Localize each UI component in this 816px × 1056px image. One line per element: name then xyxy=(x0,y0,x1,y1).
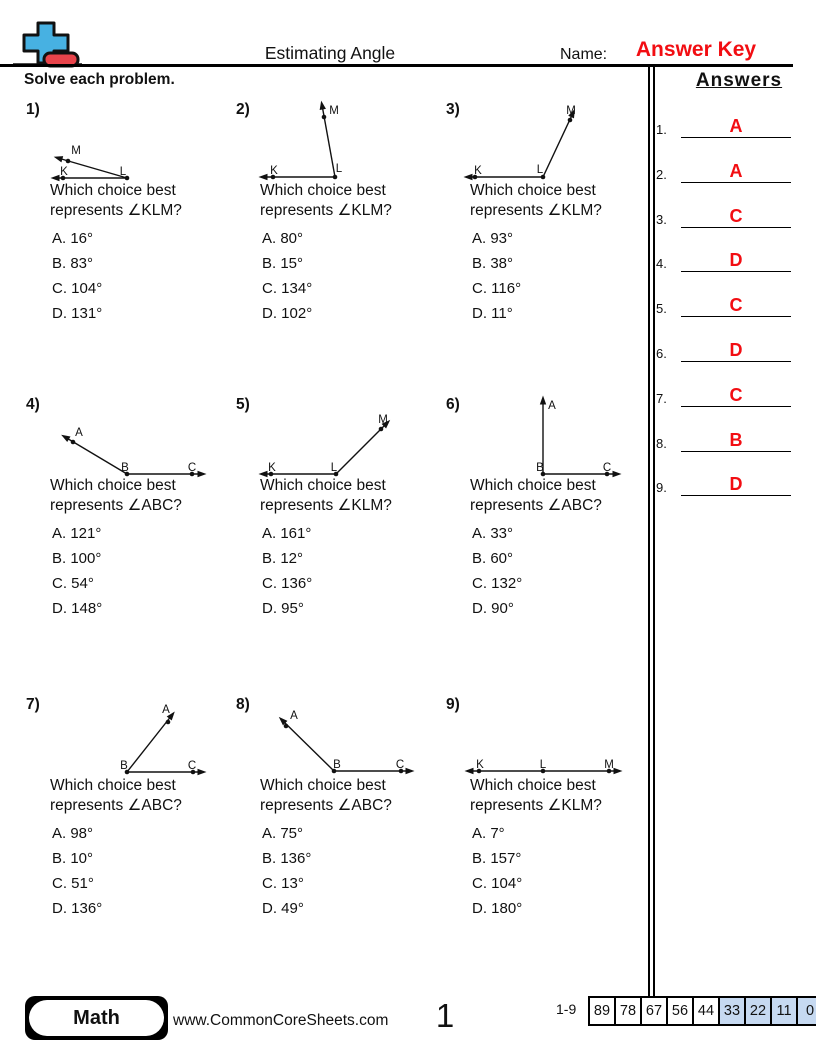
question-text xyxy=(470,776,602,816)
svg-text:B: B xyxy=(120,760,128,772)
svg-text:K: K xyxy=(474,165,482,177)
svg-text:L: L xyxy=(536,164,544,176)
choice-b: B. 12° xyxy=(262,550,304,567)
svg-text:C: C xyxy=(187,760,197,772)
answer-letter: D xyxy=(729,250,743,270)
choice-d: D. 148° xyxy=(52,600,103,617)
choice-c: C. 13° xyxy=(262,875,304,892)
answer-number: 3. xyxy=(656,212,667,227)
choice-a: A. 93° xyxy=(472,230,514,247)
question-line-1: Which choice best xyxy=(470,182,596,199)
answer-letter: C xyxy=(729,206,743,226)
choice-c: C. 104° xyxy=(52,280,103,297)
subject-label: Math xyxy=(29,1000,164,1036)
choice-a: A. 7° xyxy=(472,825,505,842)
choice-b: B. 157° xyxy=(472,850,522,867)
choice-c: C. 51° xyxy=(52,875,94,892)
answer-number: 9. xyxy=(656,480,667,495)
question-line-2: represents ∠ABC? xyxy=(260,797,392,814)
header-divider xyxy=(0,64,793,67)
answer-blank-line xyxy=(681,243,791,272)
choice-d: D. 49° xyxy=(262,900,304,917)
question-line-2: represents ∠KLM? xyxy=(470,797,602,814)
choice-d: D. 95° xyxy=(262,600,304,617)
choice-list xyxy=(52,521,102,621)
question-line-1: Which choice best xyxy=(470,777,596,794)
score-cell: 78 xyxy=(614,996,642,1026)
grading-scale-table xyxy=(588,996,816,1026)
question-line-2: represents ∠ABC? xyxy=(50,797,182,814)
question-line-1: Which choice best xyxy=(260,477,386,494)
answer-number: 8. xyxy=(656,436,667,451)
answer-blank-line xyxy=(681,378,791,407)
choice-c: C. 134° xyxy=(262,280,313,297)
choice-b: B. 60° xyxy=(472,550,514,567)
choice-c: C. 116° xyxy=(472,280,522,297)
question-line-1: Which choice best xyxy=(50,477,176,494)
answer-letter: A xyxy=(729,161,743,181)
choice-a: A. 75° xyxy=(262,825,304,842)
problem-number: 4) xyxy=(26,396,40,413)
problem-8 xyxy=(230,690,440,985)
problem-number: 1) xyxy=(26,101,40,118)
question-line-1: Which choice best xyxy=(50,777,176,794)
choice-list xyxy=(472,226,521,326)
score-cell: 56 xyxy=(666,996,694,1026)
svg-text:M: M xyxy=(71,145,81,157)
question-line-2: represents ∠ABC? xyxy=(470,497,602,514)
svg-text:L: L xyxy=(335,163,343,175)
svg-text:L: L xyxy=(539,759,547,771)
answer-blank-line xyxy=(681,423,791,452)
question-line-2: represents ∠KLM? xyxy=(470,202,602,219)
question-line-2: represents ∠KLM? xyxy=(260,202,392,219)
website-url: www.CommonCoreSheets.com xyxy=(173,1012,389,1029)
page-title: Estimating Angle xyxy=(264,43,396,63)
choice-b: B. 136° xyxy=(262,850,312,867)
choice-b: B. 100° xyxy=(52,550,102,567)
svg-text:K: K xyxy=(476,759,484,771)
score-range-label: 1-9 xyxy=(556,1001,577,1017)
score-cell-highlighted: 11 xyxy=(770,996,798,1026)
choice-list xyxy=(262,821,311,921)
choice-d: D. 136° xyxy=(52,900,103,917)
answer-letter: D xyxy=(729,340,743,360)
question-text xyxy=(50,181,182,221)
answer-row-3 xyxy=(656,200,791,228)
svg-text:B: B xyxy=(121,462,129,474)
problem-6 xyxy=(440,390,650,685)
choice-c: C. 132° xyxy=(472,575,523,592)
answer-number: 5. xyxy=(656,301,667,316)
answer-blank-line xyxy=(681,199,791,228)
svg-text:K: K xyxy=(270,165,278,177)
choice-d: D. 131° xyxy=(52,305,103,322)
choice-b: B. 38° xyxy=(472,255,514,272)
question-line-2: represents ∠KLM? xyxy=(260,497,392,514)
answer-row-5 xyxy=(656,289,791,317)
answer-row-2 xyxy=(656,155,791,183)
answer-letter: C xyxy=(729,295,743,315)
answer-row-7 xyxy=(656,379,791,407)
svg-text:A: A xyxy=(548,400,556,412)
angle-diagram xyxy=(20,690,220,782)
score-cell-highlighted: 0 xyxy=(796,996,816,1026)
answer-letter: A xyxy=(729,116,743,136)
problem-number: 5) xyxy=(236,396,250,413)
problem-number: 6) xyxy=(446,396,460,413)
angle-diagram xyxy=(20,95,220,187)
page-number: 1 xyxy=(435,997,455,1034)
svg-text:L: L xyxy=(119,166,127,178)
instructions: Solve each problem. xyxy=(24,71,175,88)
choice-list xyxy=(262,521,312,621)
commoncoresheets-logo-icon xyxy=(12,20,84,70)
question-text xyxy=(470,181,602,221)
answer-key-label: Answer Key xyxy=(635,38,757,61)
choice-b: B. 83° xyxy=(52,255,94,272)
choice-a: A. 98° xyxy=(52,825,94,842)
answer-number: 7. xyxy=(656,391,667,406)
answer-letter: B xyxy=(729,430,743,450)
choice-b: B. 15° xyxy=(262,255,304,272)
answer-blank-line xyxy=(681,288,791,317)
answer-letter: D xyxy=(729,474,743,494)
choice-c: C. 54° xyxy=(52,575,94,592)
question-text xyxy=(50,476,182,516)
question-text xyxy=(260,476,392,516)
answer-row-4 xyxy=(656,244,791,272)
svg-text:A: A xyxy=(290,710,298,722)
choice-d: D. 180° xyxy=(472,900,523,917)
choice-list xyxy=(262,226,312,326)
answer-number: 4. xyxy=(656,256,667,271)
choice-d: D. 102° xyxy=(262,305,313,322)
svg-text:A: A xyxy=(162,704,170,716)
question-line-1: Which choice best xyxy=(470,477,596,494)
svg-text:B: B xyxy=(333,759,341,771)
question-line-2: represents ∠ABC? xyxy=(50,497,182,514)
problem-number: 9) xyxy=(446,696,460,713)
answer-blank-line xyxy=(681,109,791,138)
svg-text:K: K xyxy=(60,166,68,178)
problem-5 xyxy=(230,390,440,685)
answer-row-8 xyxy=(656,424,791,452)
question-text xyxy=(50,776,182,816)
problem-number: 3) xyxy=(446,101,460,118)
choice-c: C. 136° xyxy=(262,575,313,592)
problem-number: 2) xyxy=(236,101,250,118)
problem-2 xyxy=(230,95,440,390)
question-line-2: represents ∠KLM? xyxy=(50,202,182,219)
score-cell-highlighted: 33 xyxy=(718,996,746,1026)
question-text xyxy=(260,776,392,816)
angle-diagram xyxy=(440,690,640,782)
choice-list xyxy=(472,521,522,621)
choice-c: C. 104° xyxy=(472,875,523,892)
answer-number: 6. xyxy=(656,346,667,361)
choice-list xyxy=(52,821,102,921)
answer-letter: C xyxy=(729,385,743,405)
svg-text:M: M xyxy=(378,414,388,426)
answer-row-6 xyxy=(656,334,791,362)
svg-text:C: C xyxy=(395,759,405,771)
answer-blank-line xyxy=(681,333,791,362)
problem-number: 8) xyxy=(236,696,250,713)
answer-blank-line xyxy=(681,154,791,183)
answer-row-9 xyxy=(656,468,791,496)
score-cell: 67 xyxy=(640,996,668,1026)
choice-d: D. 90° xyxy=(472,600,514,617)
name-label: Name: xyxy=(560,46,608,63)
choice-a: A. 33° xyxy=(472,525,514,542)
question-line-1: Which choice best xyxy=(50,182,176,199)
question-line-1: Which choice best xyxy=(260,182,386,199)
svg-text:K: K xyxy=(268,462,276,474)
svg-text:C: C xyxy=(187,462,197,474)
svg-text:B: B xyxy=(536,462,544,474)
angle-diagram xyxy=(230,95,430,187)
question-text xyxy=(470,476,602,516)
choice-list xyxy=(472,821,522,921)
answer-row-1 xyxy=(656,110,791,138)
problem-number: 7) xyxy=(26,696,40,713)
svg-text:M: M xyxy=(329,105,339,117)
score-cell: 89 xyxy=(588,996,616,1026)
svg-text:C: C xyxy=(602,462,612,474)
choice-a: A. 80° xyxy=(262,230,304,247)
svg-text:M: M xyxy=(604,759,614,771)
svg-text:L: L xyxy=(330,462,338,474)
angle-diagram xyxy=(440,390,640,482)
choice-a: A. 16° xyxy=(52,230,94,247)
choice-list xyxy=(52,226,102,326)
answer-blank-line xyxy=(681,467,791,496)
problem-4 xyxy=(20,390,230,685)
answers-title: Answers xyxy=(695,70,783,91)
question-text xyxy=(260,181,392,221)
problem-9 xyxy=(440,690,650,985)
subject-badge xyxy=(25,996,168,1040)
choice-b: B. 10° xyxy=(52,850,94,867)
score-cell-highlighted: 22 xyxy=(744,996,772,1026)
angle-diagram xyxy=(440,95,640,187)
svg-text:A: A xyxy=(75,427,83,439)
question-line-1: Which choice best xyxy=(260,777,386,794)
answer-number: 2. xyxy=(656,167,667,182)
problem-3 xyxy=(440,95,650,390)
problem-1 xyxy=(20,95,230,390)
angle-diagram xyxy=(230,390,430,482)
choice-a: A. 121° xyxy=(52,525,102,542)
problem-7 xyxy=(20,690,230,985)
score-cell: 44 xyxy=(692,996,720,1026)
svg-text:M: M xyxy=(566,105,576,117)
angle-diagram xyxy=(20,390,220,482)
angle-diagram xyxy=(230,690,430,782)
choice-a: A. 161° xyxy=(262,525,312,542)
choice-d: D. 11° xyxy=(472,305,513,322)
answer-number: 1. xyxy=(656,122,667,137)
